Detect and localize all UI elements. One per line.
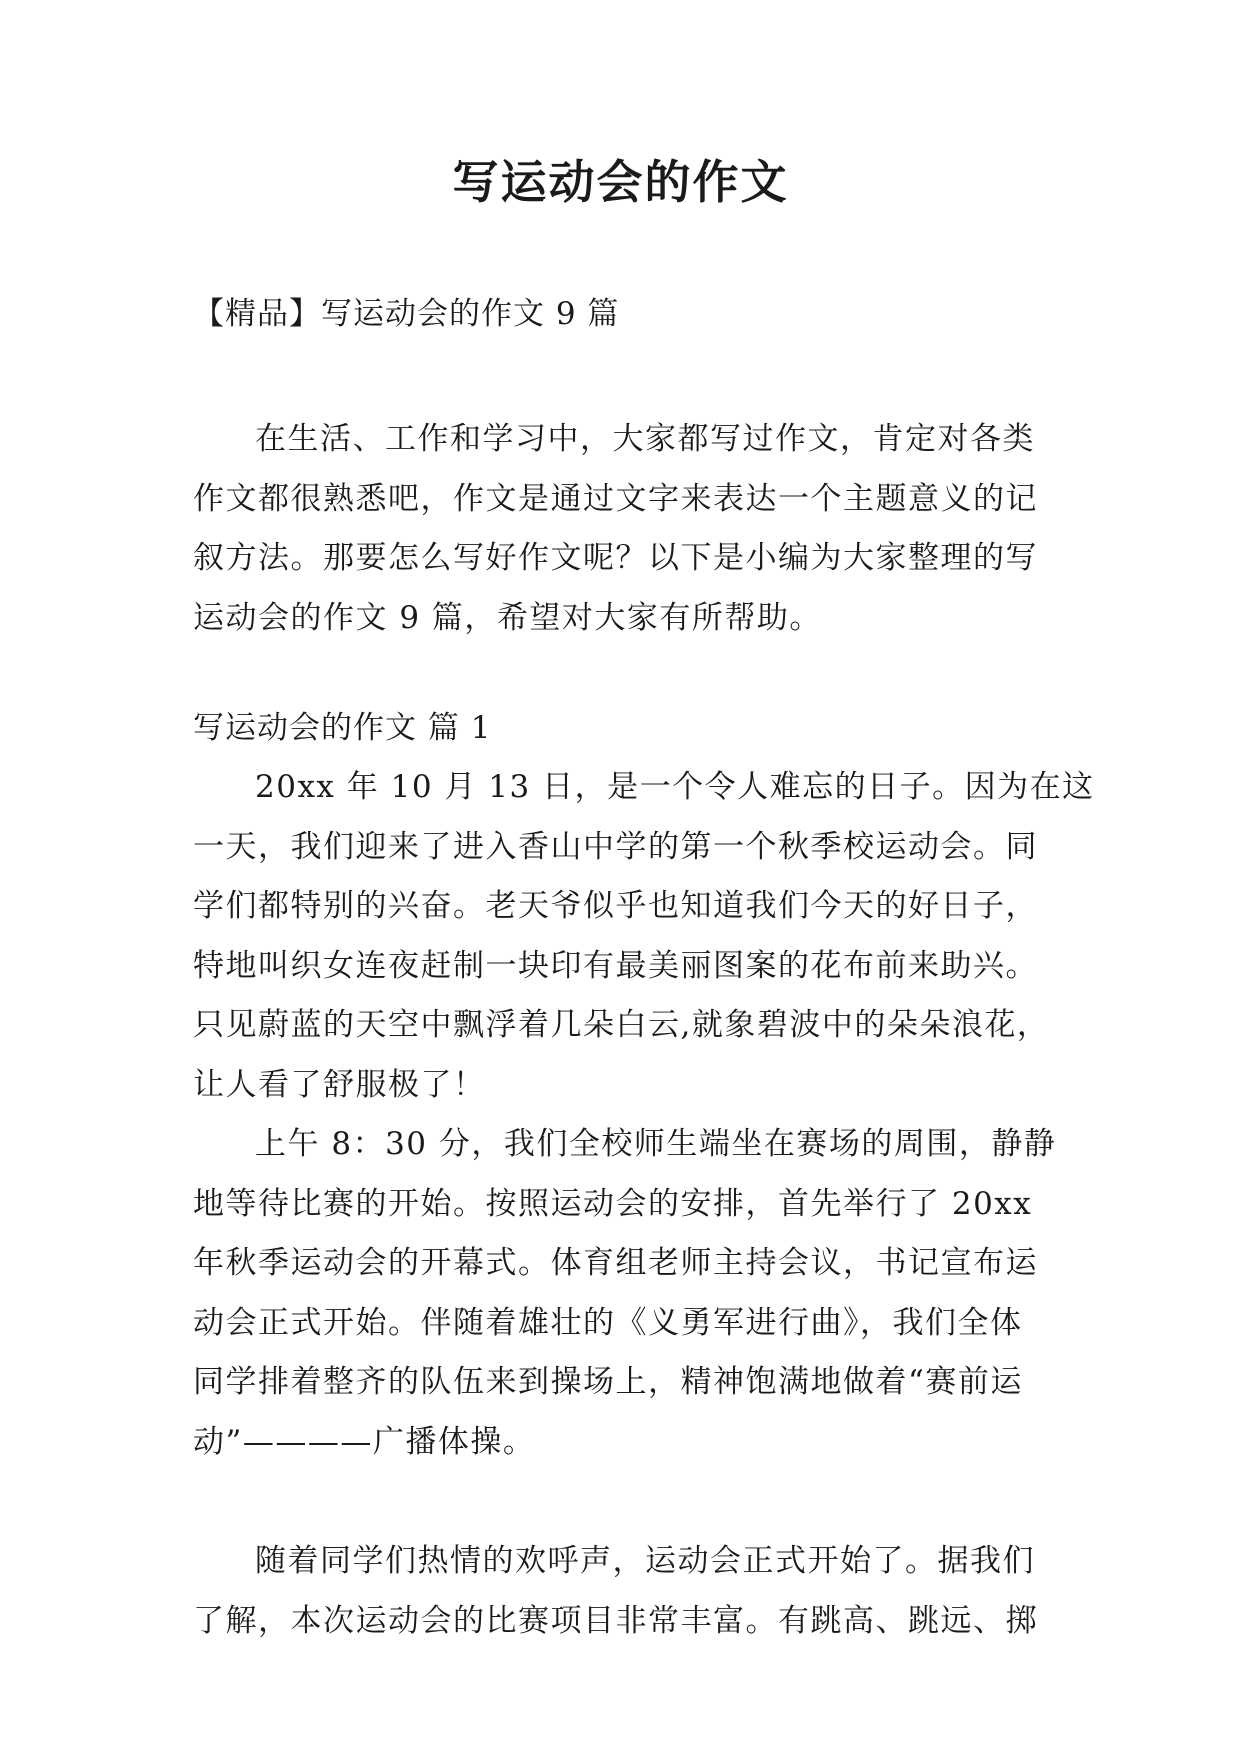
text-line: 特地叫织女连夜赶制一块印有最美丽图案的花布前来助兴。 (193, 947, 1038, 984)
text-line: 让人看了舒服极了！ (193, 1066, 486, 1103)
text-line: 年秋季运动会的开幕式。体育组老师主持会议，书记宣布运 (193, 1245, 1038, 1281)
text-line: 了解，本次运动会的比赛项目非常丰富。有跳高、跳远、掷 (193, 1602, 1038, 1639)
text-line: 动”————广播体操。 (193, 1423, 536, 1460)
paragraph-2 (193, 1115, 1063, 1472)
text-line: 作文都很熟悉吧，作文是通过文字来表达一个主题意义的记 (193, 480, 1038, 517)
text-line: 只见蔚蓝的天空中飘浮着几朵白云,就象碧波中的朵朵浪花， (193, 1007, 1050, 1043)
text-line: 同学排着整齐的队伍来到操场上，精神饱满地做着“赛前运 (193, 1364, 1023, 1400)
text-line: 上午 8：30 分，我们全校师生端坐在赛场的周围，静静 (255, 1126, 1057, 1162)
text-line: 动会正式开始。伴随着雄壮的《义勇军进行曲》，我们全体 (193, 1304, 1023, 1341)
text-line: 地等待比赛的开始。按照运动会的安排，首先举行了 20xx (193, 1185, 1033, 1222)
document-subtitle: 【精品】写运动会的作文 9 篇 (193, 296, 620, 332)
text-line: 20xx 年 10 月 13 日，是一个令人难忘的日子。因为在这 (255, 769, 1095, 805)
text-line: 运动会的作文 9 篇，希望对大家有所帮助。 (193, 599, 822, 636)
text-line: 叙方法。那要怎么写好作文呢？以下是小编为大家整理的写 (193, 540, 1038, 576)
document-title: 写运动会的作文 (452, 155, 789, 209)
paragraph-1 (193, 758, 1095, 1115)
paragraph-3 (193, 1532, 1063, 1651)
text-line: 在生活、工作和学习中，大家都写过作文，肯定对各类 (255, 421, 1035, 457)
text-line: 一天，我们迎来了进入香山中学的第一个秋季校运动会。同 (193, 828, 1038, 865)
section-heading: 写运动会的作文 篇 1 (193, 710, 492, 746)
text-line: 随着同学们热情的欢呼声，运动会正式开始了。据我们 (255, 1543, 1035, 1579)
text-line: 学们都特别的兴奋。老天爷似乎也知道我们今天的好日子， (193, 888, 1038, 924)
intro-paragraph (193, 410, 1063, 648)
